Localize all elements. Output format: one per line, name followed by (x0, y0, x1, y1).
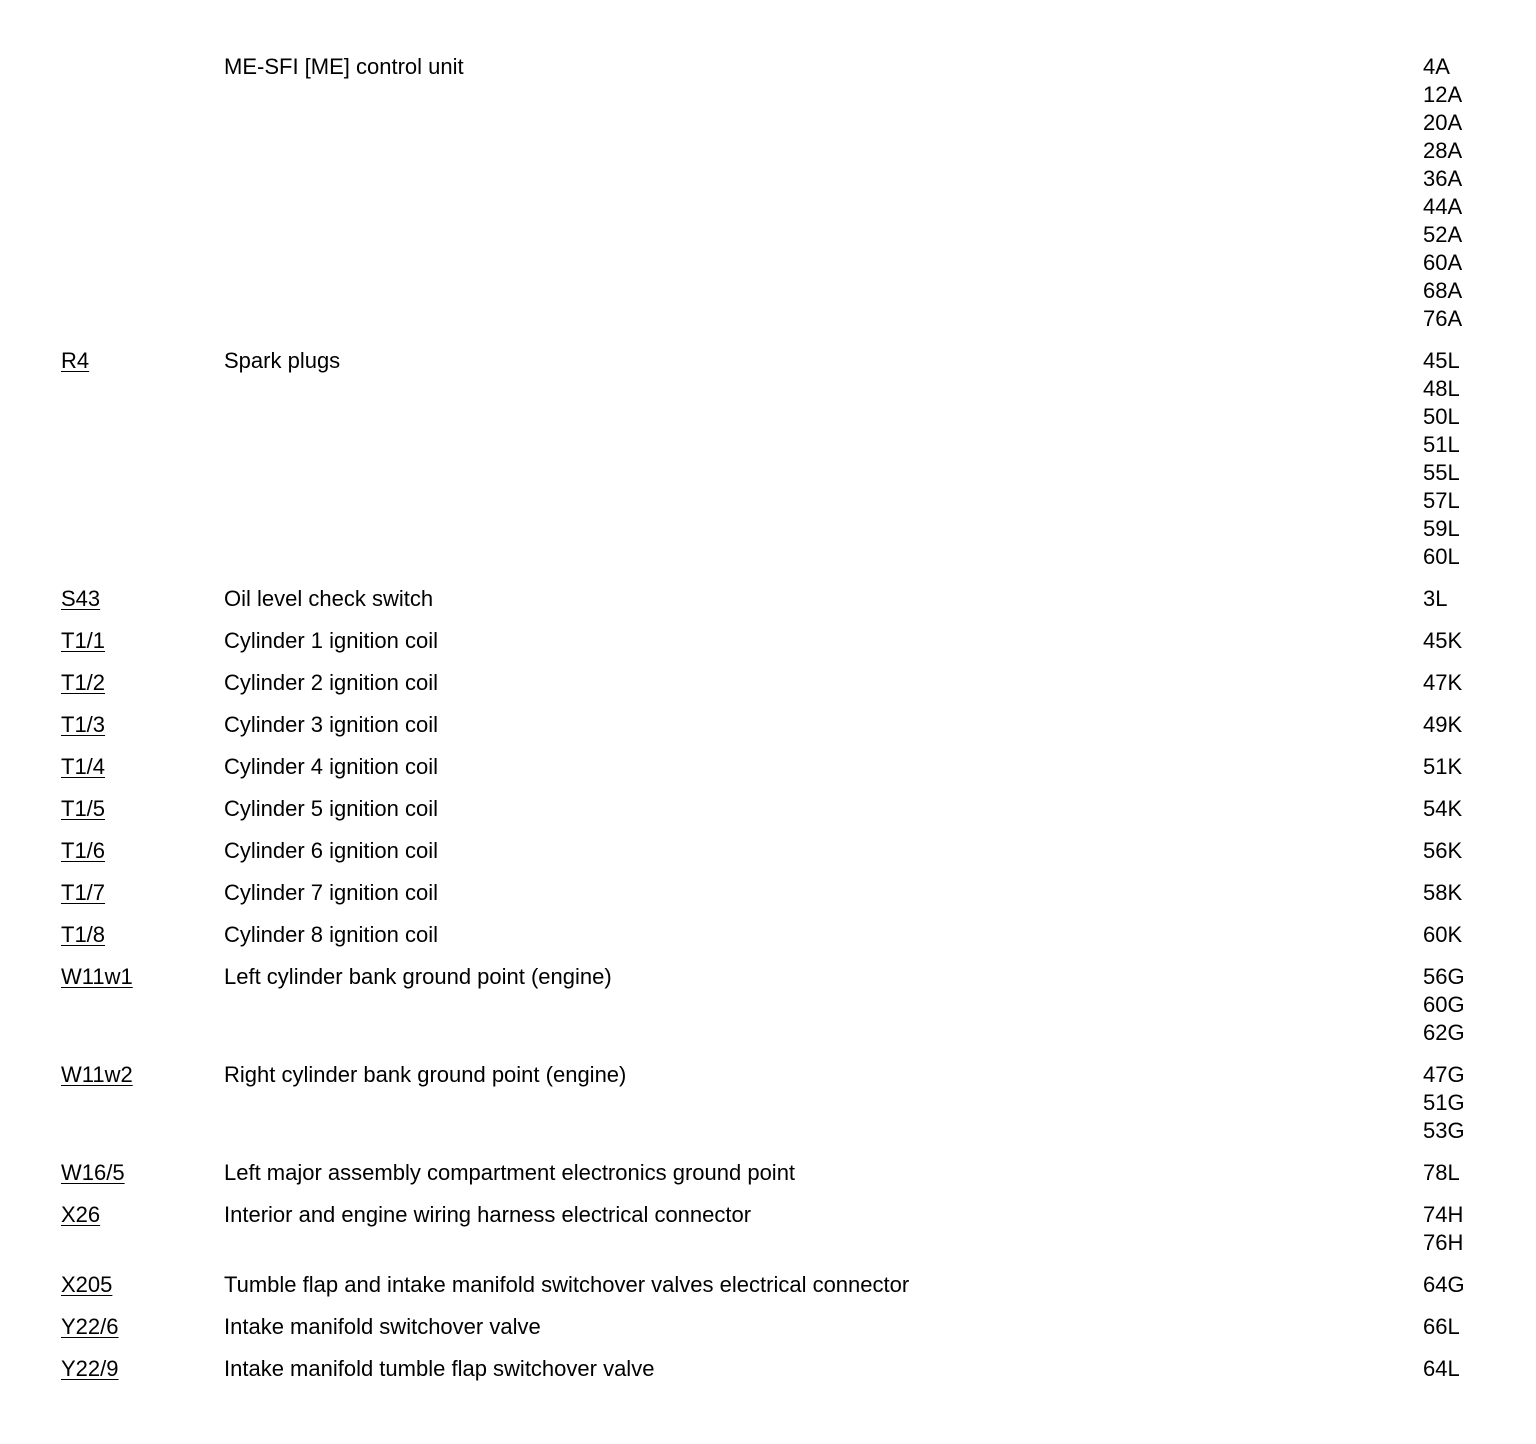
grid-reference: 60L (1423, 544, 1460, 569)
grid-reference: 53G (1423, 1118, 1465, 1143)
component-description: Cylinder 2 ignition coil (224, 670, 438, 695)
component-code-link[interactable]: T1/7 (61, 880, 106, 905)
component-code-link[interactable]: Y22/9 (61, 1356, 119, 1381)
component-description: Cylinder 7 ignition coil (224, 880, 438, 905)
grid-reference: 47G (1423, 1062, 1465, 1087)
grid-reference-list (1423, 1159, 1460, 1187)
grid-reference: 36A (1423, 166, 1463, 191)
grid-reference: 52A (1423, 222, 1463, 247)
grid-reference: 55L (1423, 460, 1460, 485)
grid-reference: 57L (1423, 488, 1460, 513)
grid-reference: 45L (1423, 348, 1460, 373)
grid-reference: 76A (1423, 306, 1463, 331)
component-code-link[interactable]: Y22/6 (61, 1314, 119, 1339)
component-code-link[interactable]: T1/8 (61, 922, 106, 947)
grid-reference: 78L (1423, 1160, 1460, 1185)
component-legend (0, 53, 1536, 1383)
component-code-link[interactable]: X205 (61, 1272, 113, 1297)
component-code-link[interactable]: T1/3 (61, 712, 106, 737)
grid-reference: 45K (1423, 628, 1463, 653)
component-description: Right cylinder bank ground point (engine) (224, 1062, 627, 1087)
component-description: Intake manifold tumble flap switchover valve (224, 1356, 655, 1381)
grid-reference-list (1423, 53, 1462, 333)
legend-row (0, 585, 1536, 613)
grid-reference-list (1423, 921, 1462, 949)
legend-row (0, 837, 1536, 865)
grid-reference-list (1423, 1061, 1465, 1145)
component-code-link[interactable]: W16/5 (61, 1160, 125, 1185)
component-description: Spark plugs (224, 348, 341, 373)
grid-reference-list (1423, 1313, 1460, 1341)
component-description: Intake manifold switchover valve (224, 1314, 541, 1339)
component-description: Interior and engine wiring harness electrical connector (224, 1202, 752, 1227)
legend-row (0, 1355, 1536, 1383)
grid-reference: 60K (1423, 922, 1463, 947)
component-description: Cylinder 4 ignition coil (224, 754, 438, 779)
grid-reference-list (1423, 795, 1462, 823)
grid-reference: 56G (1423, 964, 1465, 989)
component-code-link[interactable]: T1/1 (61, 628, 106, 653)
grid-reference-list (1423, 879, 1462, 907)
grid-reference-list (1423, 1201, 1463, 1257)
grid-reference: 51L (1423, 432, 1460, 457)
grid-reference-list (1423, 711, 1462, 739)
component-code-link[interactable]: R4 (61, 348, 90, 373)
component-code-link[interactable]: T1/2 (61, 670, 106, 695)
grid-reference: 60A (1423, 250, 1463, 275)
legend-row (0, 879, 1536, 907)
component-description: Oil level check switch (224, 586, 434, 611)
grid-reference: 64G (1423, 1272, 1465, 1297)
grid-reference-list (1423, 753, 1462, 781)
grid-reference-list (1423, 585, 1447, 613)
legend-row (0, 921, 1536, 949)
grid-reference-list (1423, 627, 1462, 655)
grid-reference: 58K (1423, 880, 1463, 905)
grid-reference-list (1423, 963, 1465, 1047)
grid-reference: 51G (1423, 1090, 1465, 1115)
grid-reference: 44A (1423, 194, 1463, 219)
legend-row (0, 711, 1536, 739)
component-description: Left major assembly compartment electronics ground point (224, 1160, 796, 1185)
legend-row (0, 795, 1536, 823)
grid-reference: 74H (1423, 1202, 1464, 1227)
grid-reference: 28A (1423, 138, 1463, 163)
grid-reference: 49K (1423, 712, 1463, 737)
legend-row (0, 1271, 1536, 1299)
grid-reference: 47K (1423, 670, 1463, 695)
grid-reference: 54K (1423, 796, 1463, 821)
grid-reference: 20A (1423, 110, 1463, 135)
component-description: Left cylinder bank ground point (engine) (224, 964, 612, 989)
grid-reference-list (1423, 347, 1460, 571)
component-description: Cylinder 3 ignition coil (224, 712, 438, 737)
component-code-link[interactable]: T1/6 (61, 838, 106, 863)
component-description: ME-SFI [ME] control unit (224, 54, 464, 79)
legend-row (0, 963, 1536, 1047)
component-description: Cylinder 5 ignition coil (224, 796, 438, 821)
component-description: Tumble flap and intake manifold switchover valves electrical connector (224, 1272, 910, 1297)
component-description: Cylinder 6 ignition coil (224, 838, 438, 863)
legend-row (0, 627, 1536, 655)
legend-row (0, 1313, 1536, 1341)
component-description: Cylinder 8 ignition coil (224, 922, 438, 947)
component-code-link[interactable]: S43 (61, 586, 101, 611)
grid-reference: 59L (1423, 516, 1460, 541)
grid-reference: 3L (1423, 586, 1448, 611)
grid-reference: 60G (1423, 992, 1465, 1017)
grid-reference: 12A (1423, 82, 1463, 107)
grid-reference-list (1423, 1271, 1465, 1299)
legend-row (0, 753, 1536, 781)
legend-row (0, 347, 1536, 571)
grid-reference-list (1423, 669, 1462, 697)
component-description: Cylinder 1 ignition coil (224, 628, 438, 653)
component-code-link[interactable]: W11w2 (61, 1062, 133, 1087)
component-code-link[interactable]: T1/5 (61, 796, 106, 821)
grid-reference: 64L (1423, 1356, 1460, 1381)
grid-reference: 56K (1423, 838, 1463, 863)
legend-row (0, 1201, 1536, 1257)
grid-reference: 51K (1423, 754, 1463, 779)
grid-reference: 76H (1423, 1230, 1464, 1255)
grid-reference: 50L (1423, 404, 1460, 429)
legend-row (0, 669, 1536, 697)
component-code-link[interactable]: X26 (61, 1202, 101, 1227)
grid-reference: 48L (1423, 376, 1460, 401)
grid-reference: 68A (1423, 278, 1463, 303)
grid-reference-list (1423, 1355, 1460, 1383)
legend-row (0, 1159, 1536, 1187)
legend-row (0, 53, 1536, 333)
component-code-link[interactable]: T1/4 (61, 754, 106, 779)
component-code-link[interactable]: W11w1 (61, 964, 133, 989)
grid-reference-list (1423, 837, 1462, 865)
legend-row (0, 1061, 1536, 1145)
grid-reference: 66L (1423, 1314, 1460, 1339)
grid-reference: 62G (1423, 1020, 1465, 1045)
grid-reference: 4A (1423, 54, 1450, 79)
